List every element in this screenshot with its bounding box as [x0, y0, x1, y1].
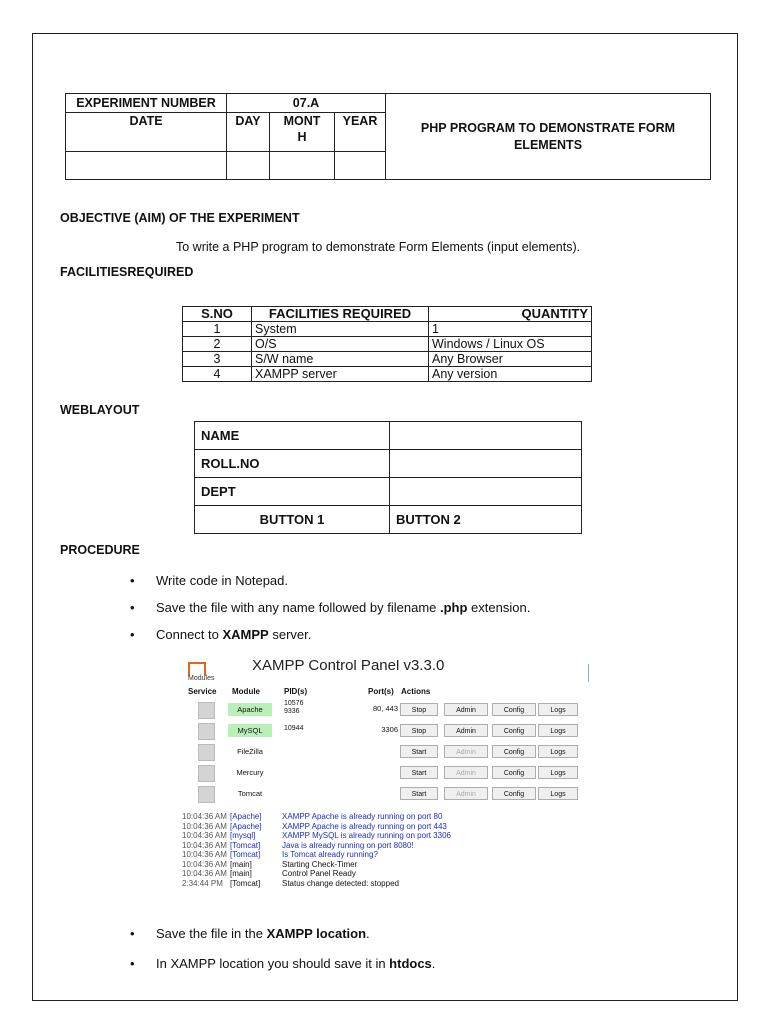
- start-button[interactable]: Start: [400, 766, 438, 779]
- field-dept-label: DEPT: [195, 478, 390, 506]
- experiment-number-value: 07.A: [227, 94, 386, 113]
- table-row: [183, 337, 592, 352]
- year-value-cell: [335, 152, 386, 180]
- config-button[interactable]: Config: [492, 766, 536, 779]
- list-item: • Save the file with any name followed by filename .php extension.: [130, 600, 530, 627]
- facilities-table: [182, 306, 592, 382]
- module-row-mysql: [182, 721, 590, 741]
- list-item: • Save the file in the XAMPP location.: [130, 926, 435, 956]
- service-checkbox[interactable]: [198, 765, 215, 782]
- cell-sno: 1: [183, 322, 252, 337]
- module-port: 3306: [381, 725, 398, 734]
- module-port: 80, 443: [372, 704, 398, 713]
- col-quantity-header: QUANTITY: [429, 307, 592, 322]
- cell-facility: XAMPP server: [252, 367, 429, 382]
- objective-text: To write a PHP program to demonstrate Form Elements (input elements).: [176, 240, 581, 254]
- window-edge: [588, 664, 589, 682]
- table-row: [183, 352, 592, 367]
- table-row: [183, 307, 592, 322]
- cell-facility: System: [252, 322, 429, 337]
- col-port: Port(s): [368, 687, 394, 696]
- col-pid: PID(s): [284, 687, 308, 696]
- stop-button[interactable]: Stop: [400, 703, 438, 716]
- cell-facility: S/W name: [252, 352, 429, 367]
- cell-quantity: 1: [429, 322, 592, 337]
- table-row: [195, 506, 582, 534]
- month-label: MONT H: [270, 113, 335, 152]
- day-label: DAY: [227, 113, 270, 152]
- col-sno-header: S.NO: [183, 307, 252, 322]
- xampp-control-panel-screenshot: [182, 660, 590, 910]
- date-value-cell: [66, 152, 227, 180]
- experiment-header-table: [65, 93, 711, 180]
- procedure-list: [130, 573, 530, 642]
- cell-sno: 4: [183, 367, 252, 382]
- service-checkbox[interactable]: [198, 786, 215, 803]
- admin-button: Admin: [444, 766, 488, 779]
- module-pid: 10576 9336: [284, 700, 304, 715]
- module-row-tomcat: [182, 784, 590, 804]
- field-name-label: NAME: [195, 422, 390, 450]
- field-rollno-label: ROLL.NO: [195, 450, 390, 478]
- table-row: [195, 478, 582, 506]
- objective-heading: OBJECTIVE (AIM) OF THE EXPERIMENT: [60, 211, 300, 225]
- experiment-number-label: EXPERIMENT NUMBER: [66, 94, 227, 113]
- start-button[interactable]: Start: [400, 787, 438, 800]
- procedure-heading: PROCEDURE: [60, 543, 140, 557]
- log-line: 10:04:36 AM [Apache] XAMPP Apache is already running on port 80: [182, 812, 443, 821]
- year-label: YEAR: [335, 113, 386, 152]
- xampp-logo-icon: [188, 662, 206, 676]
- list-item: • Connect to XAMPP server.: [130, 627, 530, 642]
- table-row: [183, 367, 592, 382]
- field-name-input-cell: [390, 422, 582, 450]
- logs-button[interactable]: Logs: [538, 724, 578, 737]
- field-dept-input-cell: [390, 478, 582, 506]
- service-checkbox[interactable]: [198, 702, 215, 719]
- cell-quantity: Any version: [429, 367, 592, 382]
- log-line: 10:04:36 AM [Tomcat] Java is already running on port 8080!: [182, 840, 414, 850]
- config-button[interactable]: Config: [492, 787, 536, 800]
- table-row: [195, 450, 582, 478]
- cell-sno: 2: [183, 337, 252, 352]
- weblayout-heading: WEBLAYOUT: [60, 403, 140, 417]
- col-actions: Actions: [401, 687, 431, 696]
- config-button[interactable]: Config: [492, 745, 536, 758]
- start-button[interactable]: Start: [400, 745, 438, 758]
- button1-label: BUTTON 1: [195, 506, 390, 534]
- log-line: 10:04:36 AM [mysql] XAMPP MySQL is already running on port 3306: [182, 831, 451, 840]
- module-name: FileZilla: [237, 747, 263, 756]
- list-item: • In XAMPP location you should save it in htdocs.: [130, 956, 435, 971]
- log-line: 10:04:36 AM [main] Control Panel Ready: [182, 869, 356, 878]
- logs-button[interactable]: Logs: [538, 745, 578, 758]
- button2-label: BUTTON 2: [390, 506, 582, 534]
- stop-button[interactable]: Stop: [400, 724, 438, 737]
- module-row-mercury: [182, 763, 590, 783]
- procedure-list-continued: [130, 926, 435, 971]
- month-value-cell: [270, 152, 335, 180]
- log-line: 10:04:36 AM [Apache] XAMPP Apache is already running on port 443: [182, 821, 447, 831]
- table-row: [183, 322, 592, 337]
- log-line: 10:04:36 AM [Tomcat] Is Tomcat already running?: [182, 850, 378, 859]
- experiment-title: PHP PROGRAM TO DEMONSTRATE FORM ELEMENTS: [386, 94, 711, 180]
- module-pid: 10944: [284, 725, 304, 732]
- logs-button[interactable]: Logs: [538, 787, 578, 800]
- xampp-title: XAMPP Control Panel v3.3.0: [252, 660, 445, 674]
- field-rollno-input-cell: [390, 450, 582, 478]
- col-facilities-header: FACILITIES REQUIRED: [252, 307, 429, 322]
- list-item: • Write code in Notepad.: [130, 573, 530, 600]
- module-name: Apache: [228, 703, 272, 716]
- logs-button[interactable]: Logs: [538, 703, 578, 716]
- col-module: Module: [232, 687, 260, 696]
- logs-button[interactable]: Logs: [538, 766, 578, 779]
- module-name: Mercury: [236, 768, 264, 777]
- table-row: [195, 422, 582, 450]
- cell-quantity: Any Browser: [429, 352, 592, 367]
- day-value-cell: [227, 152, 270, 180]
- config-button[interactable]: Config: [492, 703, 536, 716]
- log-line: 10:04:36 AM [main] Starting Check-Timer: [182, 859, 358, 869]
- date-label: DATE: [66, 113, 227, 152]
- facilities-heading: FACILITIESREQUIRED: [60, 265, 194, 279]
- cell-quantity: Windows / Linux OS: [429, 337, 592, 352]
- admin-button: Admin: [444, 745, 488, 758]
- config-button[interactable]: Config: [492, 724, 536, 737]
- admin-button[interactable]: Admin: [444, 703, 488, 716]
- weblayout-table: [194, 421, 582, 534]
- module-row-filezilla: [182, 742, 590, 762]
- log-panel: [182, 812, 451, 888]
- admin-button[interactable]: Admin: [444, 724, 488, 737]
- modules-label: Modules: [188, 675, 215, 682]
- module-name: MySQL: [228, 724, 272, 737]
- module-name: Tomcat: [237, 789, 263, 798]
- admin-button: Admin: [444, 787, 488, 800]
- service-checkbox[interactable]: [198, 723, 215, 740]
- module-row-apache: [182, 700, 590, 720]
- service-checkbox[interactable]: [198, 744, 215, 761]
- cell-facility: O/S: [252, 337, 429, 352]
- cell-sno: 3: [183, 352, 252, 367]
- col-service: Service: [188, 687, 217, 696]
- log-line: 2:34:44 PM [Tomcat] Status change detected: stopped: [182, 878, 399, 888]
